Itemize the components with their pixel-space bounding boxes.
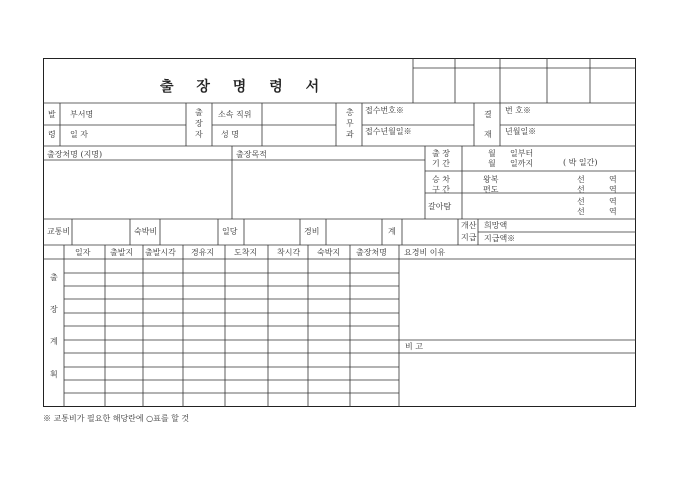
label-daily: 일당: [222, 227, 238, 236]
label-gen-2: 무: [346, 119, 354, 128]
label-date: 일 자: [70, 130, 88, 139]
label-section-a: 승 차: [432, 175, 450, 184]
label-jae: 재: [484, 130, 492, 139]
label-plan-4: 획: [50, 370, 58, 379]
label-gen-3: 과: [346, 130, 354, 139]
col-lodge: 숙박지: [317, 248, 341, 257]
label-calc-2: 지급: [461, 233, 477, 242]
label-receipt-date: 접수년월일※: [365, 127, 412, 136]
label-destination: 출장처명 (지명): [47, 150, 103, 159]
col-arrive-time: 착시각: [277, 248, 301, 257]
col-arrive: 도착지: [234, 248, 258, 257]
label-plan-3: 계: [50, 337, 58, 346]
label-transfer: 갈아탐: [428, 202, 452, 211]
col-depart-time: 출발시각: [145, 248, 176, 257]
label-gyeol: 결: [484, 110, 492, 119]
col-via: 경유지: [191, 248, 215, 257]
label-number: 번 호※: [505, 106, 531, 115]
label-nights: ( 박 일간): [563, 158, 598, 167]
label-section-b: 구 간: [432, 185, 450, 194]
label-ryeong: 령: [48, 130, 56, 139]
label-yeok-3: 역: [609, 197, 617, 206]
label-gen-1: 총: [346, 108, 354, 117]
label-lodging: 숙박비: [134, 227, 158, 236]
label-month-to: 월: [488, 159, 496, 168]
label-hope: 희망액: [484, 221, 508, 230]
form-title: 출 장 명 령 서: [160, 79, 329, 95]
col-date: 일자: [75, 248, 91, 257]
label-day-from: 일부터: [510, 149, 534, 158]
footnote: ※ 교통비가 필요한 해당란에 ○표를 할 것: [43, 414, 190, 423]
label-seon-2: 선: [577, 185, 585, 194]
label-traveler-2: 장: [195, 119, 203, 128]
label-ymd: 년월일※: [505, 127, 537, 136]
label-traveler-1: 출: [195, 108, 203, 117]
label-expenses: 경비: [304, 227, 320, 236]
label-period-b: 기 간: [432, 159, 450, 168]
label-period-a: 출 장: [432, 149, 450, 158]
col-destination: 출장처명: [356, 248, 387, 257]
label-calc-1: 개산: [461, 221, 477, 230]
label-seon-1: 선: [577, 175, 585, 184]
label-bal: 발: [48, 110, 56, 119]
label-traveler-3: 자: [195, 130, 203, 139]
label-seon-4: 선: [577, 207, 585, 216]
label-day-to: 일까지: [510, 159, 534, 168]
label-transport: 교통비: [47, 227, 71, 236]
col-depart: 출발지: [110, 248, 134, 257]
label-paid: 지급액※: [484, 234, 516, 243]
label-position: 소속 직위: [218, 110, 252, 119]
label-yeok-1: 역: [609, 175, 617, 184]
col-reason: 요경비 이유: [404, 248, 446, 257]
business-trip-order-form: [43, 58, 636, 407]
label-total: 계: [388, 227, 396, 236]
label-yeok-2: 역: [609, 185, 617, 194]
label-name: 성 명: [221, 130, 239, 139]
label-plan-2: 장: [50, 305, 58, 314]
label-purpose: 출장목적: [236, 150, 267, 159]
label-dept: 부서명: [70, 110, 94, 119]
label-seon-3: 선: [577, 197, 585, 206]
label-yeok-4: 역: [609, 207, 617, 216]
label-one-way: 편도: [483, 185, 499, 194]
label-receipt-no: 접수번호※: [365, 106, 404, 115]
label-remarks: 비 고: [405, 342, 423, 351]
label-month-from: 월: [488, 149, 496, 158]
label-round-trip: 왕복: [483, 175, 499, 184]
label-plan-1: 출: [50, 273, 58, 282]
